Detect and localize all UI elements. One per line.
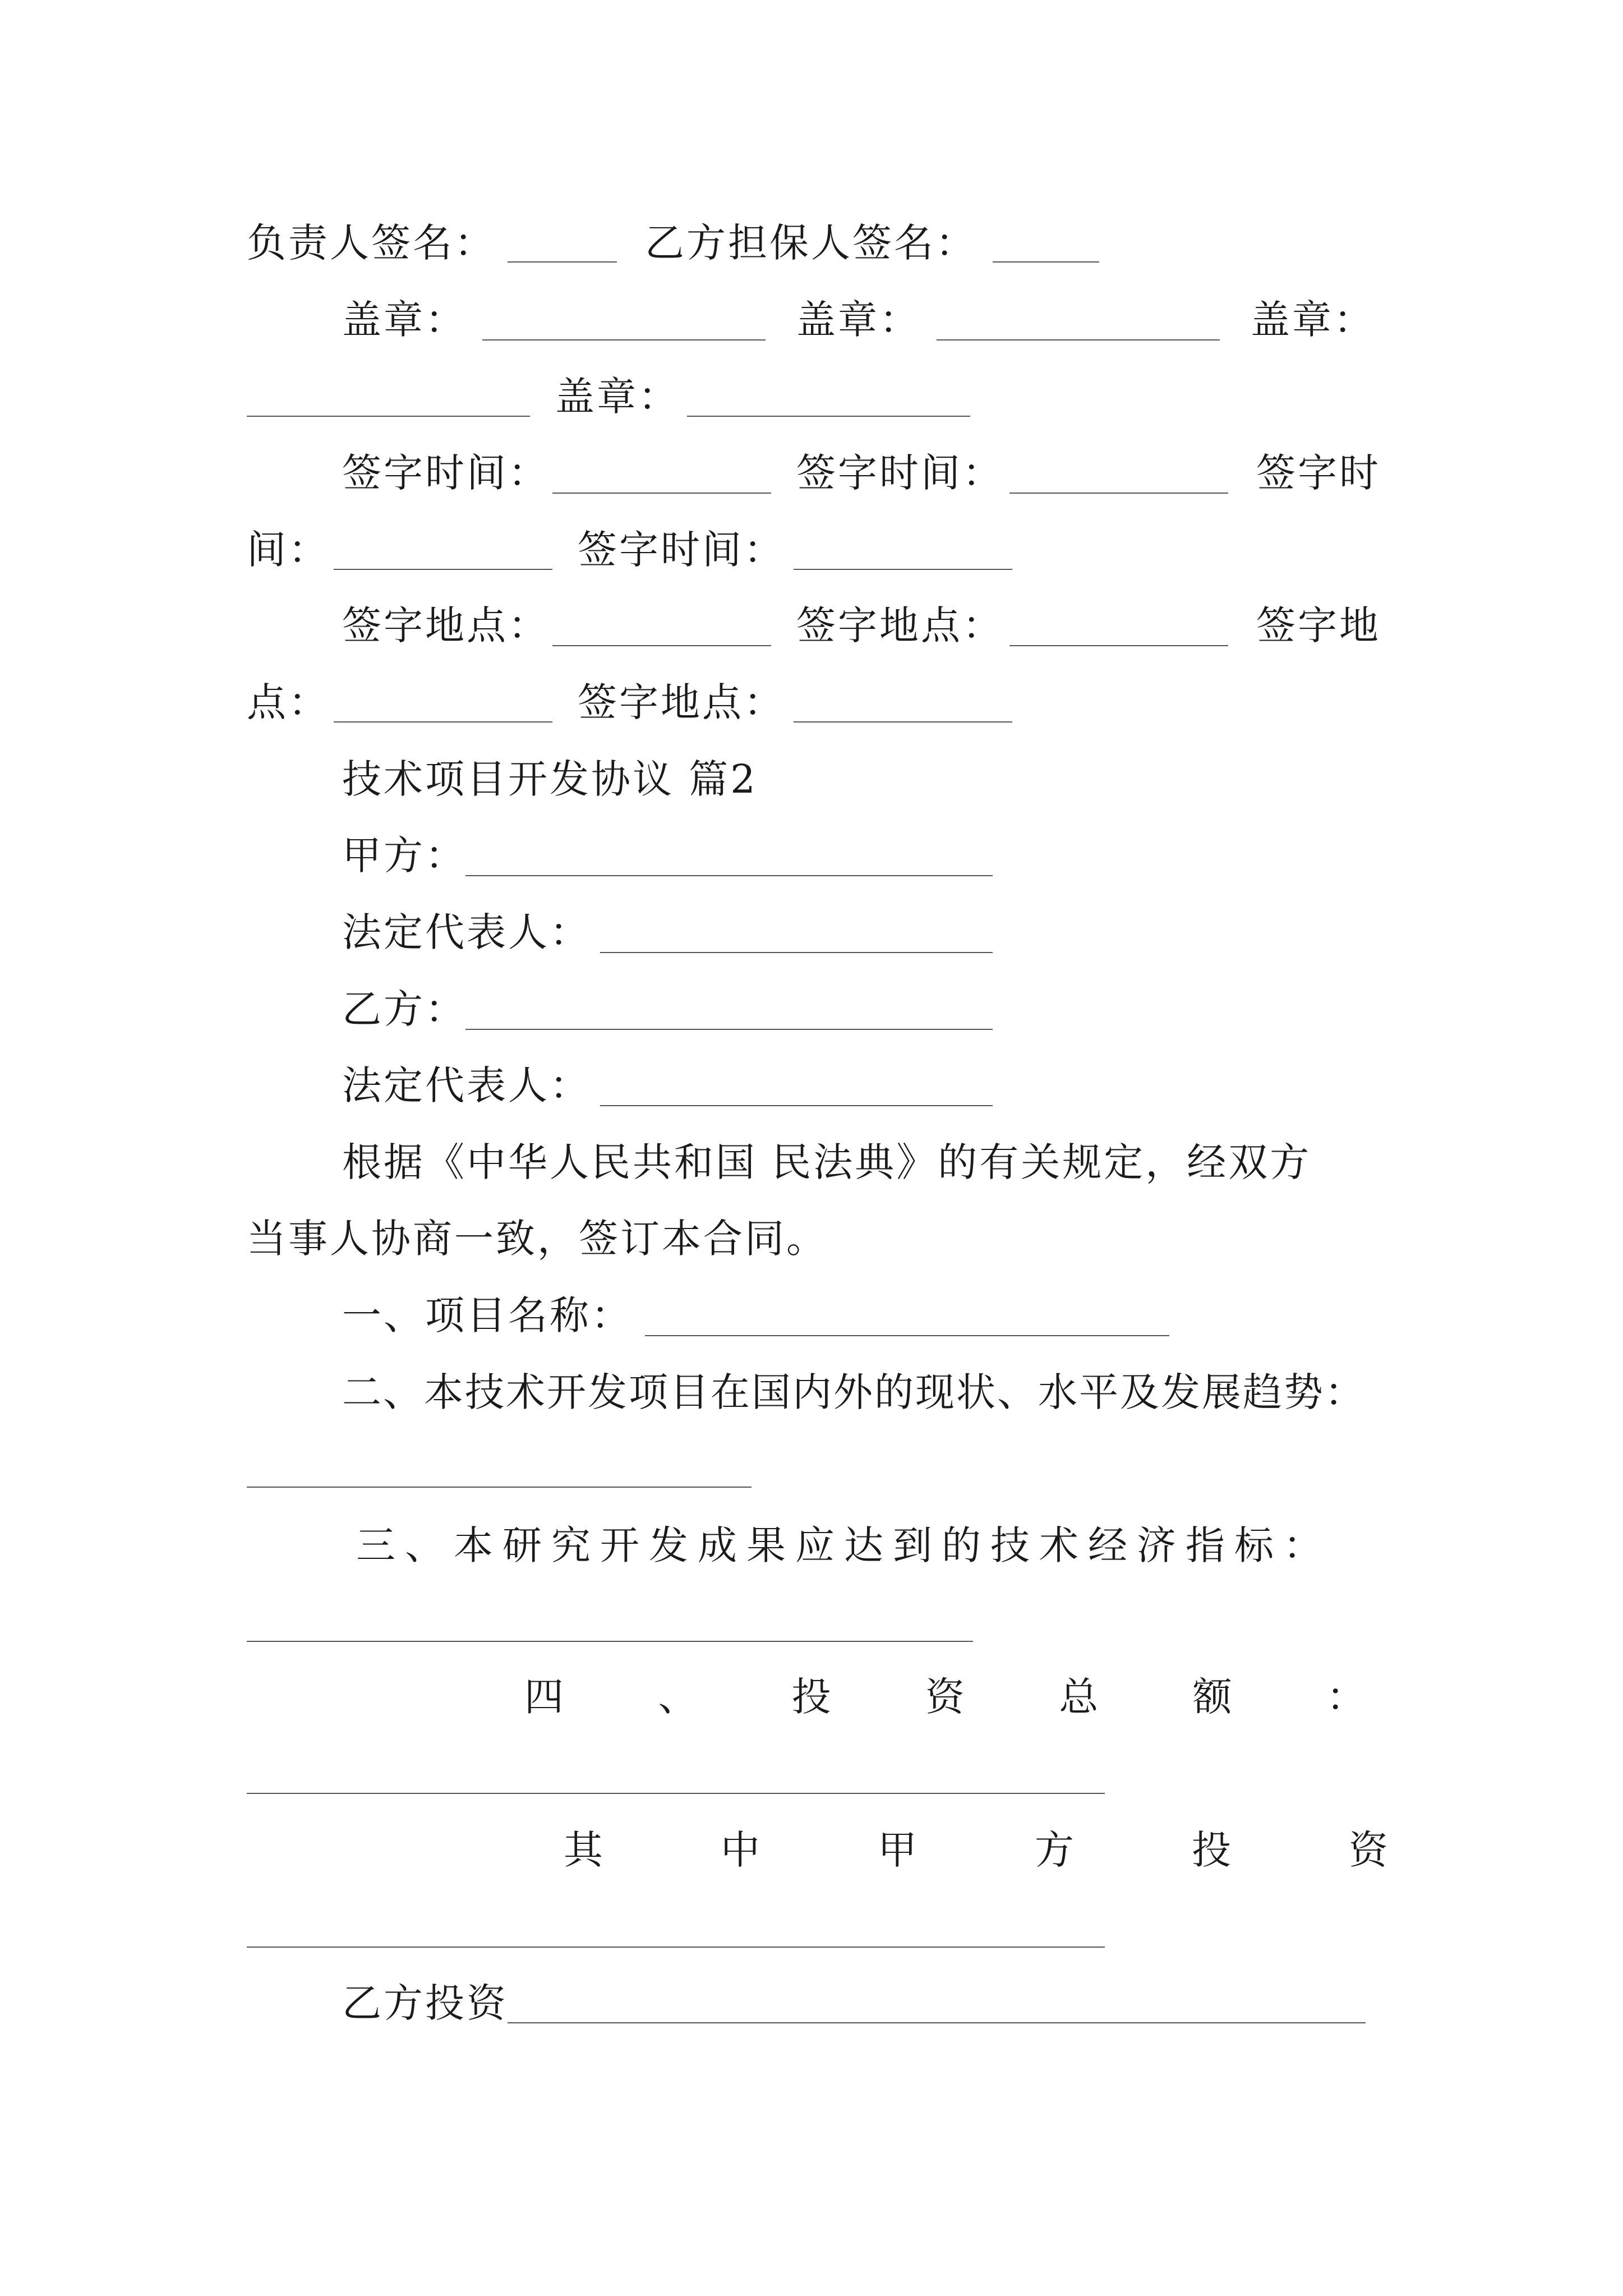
investment-a-char: 资 xyxy=(1349,1827,1388,1873)
item-4-char: ： xyxy=(1326,1674,1366,1720)
investment-a-char: 方 xyxy=(1035,1827,1074,1873)
sign-time-blank-4[interactable] xyxy=(794,569,1012,570)
item-3-blank[interactable] xyxy=(247,1641,973,1642)
item-4-char: 额 xyxy=(1192,1674,1232,1720)
seal-blank-4[interactable] xyxy=(687,416,970,417)
sign-place-label-3b: 点： xyxy=(247,679,330,725)
legal-rep-b-label: 法定代表人： xyxy=(342,1062,591,1108)
section-title: 技术项目开发协议 篇2 xyxy=(342,756,758,802)
party-a-blank[interactable] xyxy=(465,875,993,876)
sign-time-label-3a: 签字时 xyxy=(1256,450,1381,496)
seal-blank-3[interactable] xyxy=(247,416,530,417)
legal-rep-a-label: 法定代表人： xyxy=(342,909,591,955)
seal-blank-1[interactable] xyxy=(482,339,766,341)
seal-label-4: 盖章： xyxy=(555,374,680,420)
item-4-char: 、 xyxy=(658,1674,698,1720)
item-1-blank[interactable] xyxy=(645,1335,1169,1336)
sign-time-label-2: 签字时间： xyxy=(796,450,1004,496)
item-4-char: 投 xyxy=(791,1674,831,1720)
party-b-label: 乙方： xyxy=(342,986,467,1032)
item-4-blank[interactable] xyxy=(247,1793,1105,1794)
sign-time-label-3b: 间： xyxy=(247,527,330,573)
sign-place-label-4: 签字地点： xyxy=(578,679,785,725)
item-2-blank[interactable] xyxy=(247,1487,751,1488)
sign-time-blank-2[interactable] xyxy=(1009,493,1228,494)
party-a-label: 甲方： xyxy=(342,832,467,878)
item-4-label xyxy=(524,1674,1366,1720)
sign-place-label-1: 签字地点： xyxy=(342,602,550,648)
sign-place-blank-2[interactable] xyxy=(1009,645,1228,646)
item-4-char: 资 xyxy=(925,1674,965,1720)
item-2-label: 二、本技术开发项目在国内外的现状、水平及发展趋势： xyxy=(342,1369,1366,1415)
sign-time-blank-3[interactable] xyxy=(334,569,552,570)
sign-time-label-4: 签字时间： xyxy=(578,527,785,573)
investment-b-blank[interactable] xyxy=(508,2022,1366,2023)
investment-a-blank[interactable] xyxy=(247,1947,1105,1948)
sign-place-blank-4[interactable] xyxy=(794,721,1012,723)
sign-time-label-1: 签字时间： xyxy=(342,450,550,496)
sign-place-blank-3[interactable] xyxy=(334,721,552,723)
sign-place-blank-1[interactable] xyxy=(552,645,771,646)
item-4-char: 四 xyxy=(524,1674,564,1720)
guarantor-signature-label: 乙方担保人签名： xyxy=(645,220,977,266)
investment-a-char: 投 xyxy=(1192,1827,1231,1873)
seal-label-1: 盖章： xyxy=(342,297,467,343)
investment-a-char: 中 xyxy=(721,1827,760,1873)
sign-place-label-2: 签字地点： xyxy=(796,602,1004,648)
item-3-label: 三、本研究开发成果应达到的技术经济指标： xyxy=(356,1522,1332,1568)
responsible-signature-blank[interactable] xyxy=(508,261,617,263)
seal-label-2: 盖章： xyxy=(796,297,921,343)
item-4-char: 总 xyxy=(1059,1674,1099,1720)
party-b-blank[interactable] xyxy=(465,1029,993,1030)
item-1-label: 一、项目名称： xyxy=(342,1292,633,1338)
preamble-line-1: 根据《中华人民共和国 民法典》的有关规定，经双方 xyxy=(342,1139,1312,1185)
investment-a-label xyxy=(564,1827,1388,1873)
investment-a-char: 甲 xyxy=(878,1827,917,1873)
investment-b-label: 乙方投资 xyxy=(342,1980,508,2026)
investment-a-char: 其 xyxy=(564,1827,603,1873)
responsible-signature-label: 负责人签名： xyxy=(247,220,496,266)
seal-label-3: 盖章： xyxy=(1251,297,1375,343)
sign-time-blank-1[interactable] xyxy=(552,493,771,494)
legal-rep-a-blank[interactable] xyxy=(600,952,993,953)
sign-place-label-3a: 签字地 xyxy=(1256,602,1381,648)
guarantor-signature-blank[interactable] xyxy=(993,261,1099,263)
legal-rep-b-blank[interactable] xyxy=(600,1105,993,1106)
seal-blank-2[interactable] xyxy=(937,339,1220,341)
preamble-line-2: 当事人协商一致，签订本合同。 xyxy=(247,1216,828,1262)
